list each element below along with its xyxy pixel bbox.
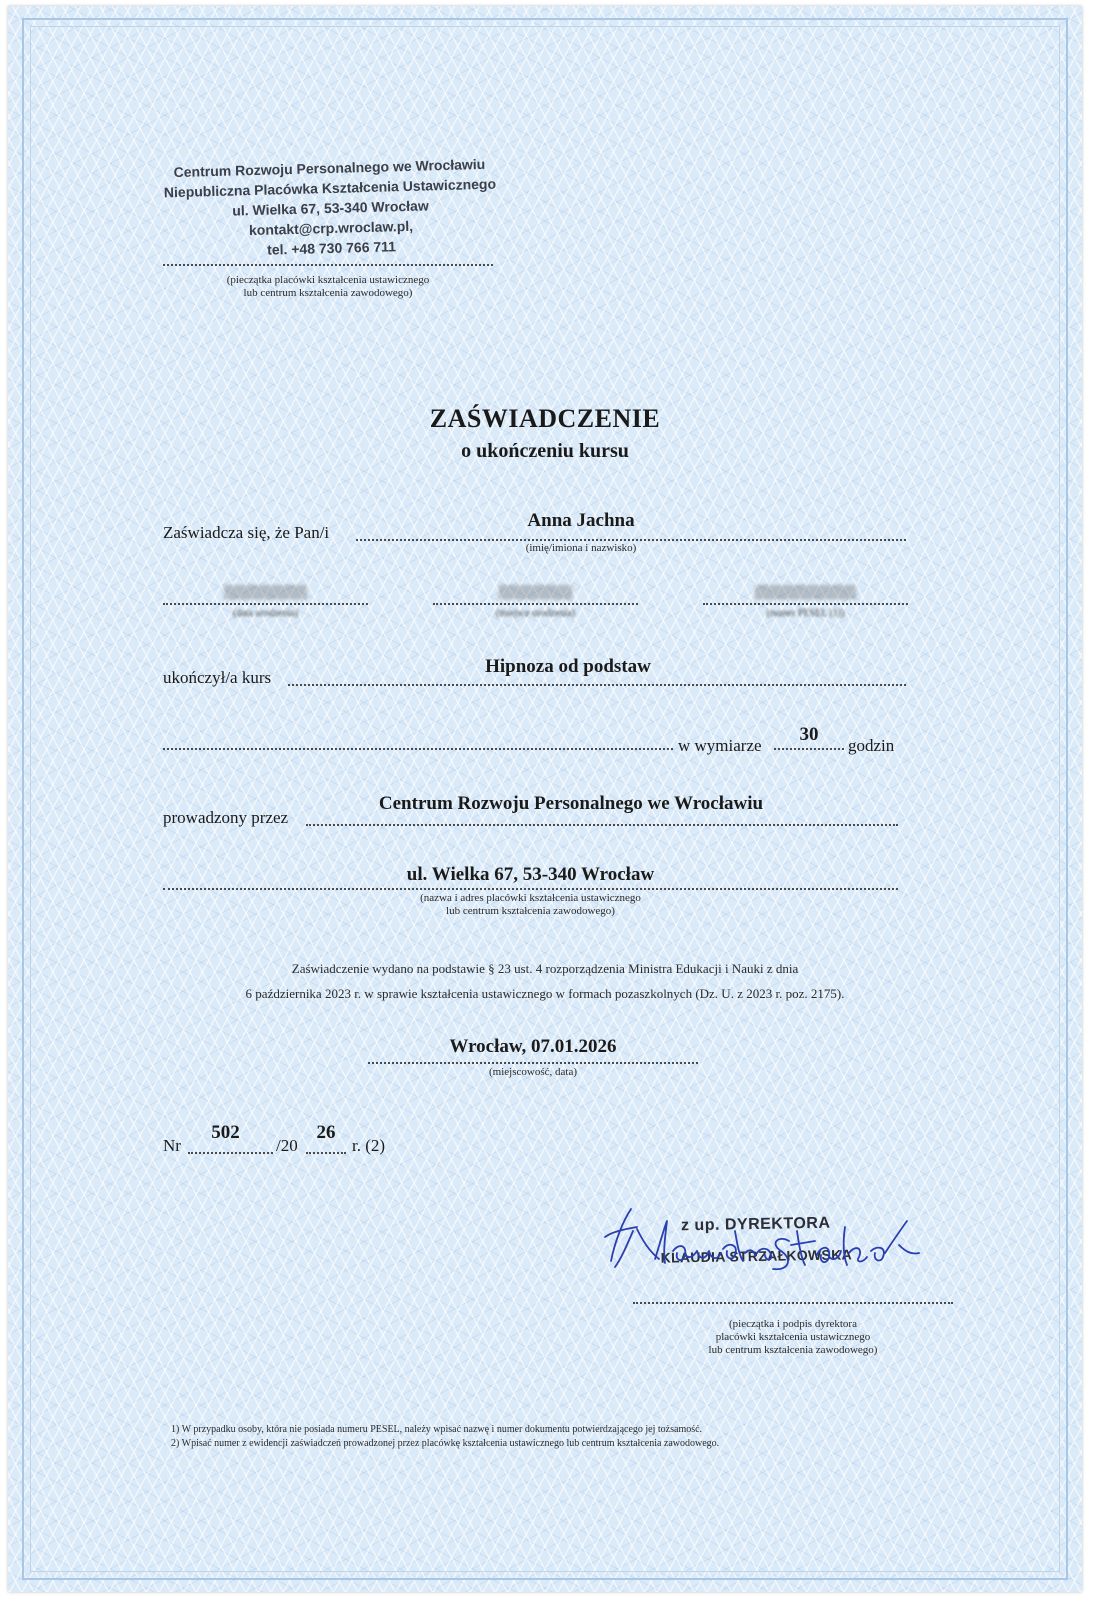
provider-name: Centrum Rozwoju Personalnego we Wrocławiu [378, 793, 764, 814]
provider-caption [163, 892, 898, 918]
birth-date-redacted: ▒▒▒▒▒▒▒▒▒ [224, 584, 307, 599]
recipient-label: Zaświadcza się, że Pan/i [163, 523, 330, 542]
hours-value: 30 [799, 724, 819, 745]
place-date-caption: (miejscowość, data) [489, 1066, 577, 1078]
course-label: ukończył/a kurs [163, 668, 272, 687]
director-caption [633, 1318, 953, 1357]
birth-date-caption: (data urodzenia) [232, 608, 299, 619]
director-stamp-line-2: KLAUDIA STRZAŁKOWSKA [660, 1246, 853, 1266]
birth-date-dotted-line [163, 603, 368, 605]
recipient-name: Anna Jachna [527, 510, 635, 531]
number-year: 26 [316, 1122, 336, 1143]
hours-dotted-line [774, 748, 844, 750]
stamp-caption-line-1: (pieczątka placówki kształcenia ustawicznego [226, 274, 430, 286]
number-prefix: Nr [163, 1136, 181, 1155]
legal-basis-line-1: Zaświadczenie wydano na podstawie § 23 ust. 4 rozporządzenia Ministra Edukacji i Nauki z dnia [291, 961, 799, 976]
course-continuation-dotted-line [163, 748, 673, 750]
birth-place-caption: (miejsce urodzenia) [495, 608, 576, 619]
pesel-dotted-line [703, 603, 908, 605]
birth-place-redacted: ▒▒▒▒▒▒▒▒ [498, 584, 573, 599]
number-value: 502 [211, 1122, 240, 1143]
document-subtitle: o ukończeniu kursu [461, 440, 629, 462]
institution-stamp [157, 154, 504, 263]
hours-suffix: godzin [848, 736, 895, 755]
number-year-dotted-line [306, 1152, 346, 1154]
director-signature [593, 1201, 923, 1291]
document-title: ZAŚWIADCZENIE [429, 404, 661, 433]
provider-address-dotted-line [163, 888, 898, 890]
recipient-caption: (imię/imiona i nazwisko) [525, 542, 637, 554]
provider-caption-line-2: lub centrum kształcenia zawodowego) [446, 905, 615, 917]
course-dotted-line [288, 684, 906, 686]
birth-place-dotted-line [433, 603, 638, 605]
director-caption-line-3: lub centrum kształcenia zawodowego) [708, 1344, 878, 1356]
recipient-dotted-line [356, 539, 906, 541]
legal-basis-line-2: 6 października 2023 r. w sprawie kształcenia ustawicznego w formach pozaszkolnych (Dz. U. z 2023 r. poz. 2175). [245, 986, 845, 1001]
certificate-sheet [8, 6, 1082, 1592]
place-date-value: Wrocław, 07.01.2026 [449, 1036, 617, 1057]
provider-caption-line-1: (nazwa i adres placówki kształcenia ustawicznego [420, 892, 641, 904]
director-dotted-line [633, 1302, 953, 1304]
footnote-1: 1) W przypadku osoby, która nie posiada numeru PESEL, należy wpisać nazwę i numer dokumentu potwierdzającego jej tożsamość. [171, 1424, 703, 1435]
number-year-prefix: /20 [276, 1136, 298, 1155]
stamp-line-1: Centrum Rozwoju Personalnego we Wrocławiu [173, 155, 486, 181]
provider-label: prowadzony przez [163, 808, 289, 827]
stamp-line-3: ul. Wielka 67, 53-340 Wrocław [232, 197, 429, 219]
stamp-line-5: tel. +48 730 766 711 [266, 238, 397, 258]
director-caption-line-1: (pieczątka i podpis dyrektora [729, 1318, 857, 1330]
stamp-dotted-line [163, 264, 493, 266]
director-stamp-line-1: z up. DYREKTORA [680, 1214, 831, 1235]
course-name: Hipnoza od podstaw [485, 656, 651, 677]
stamp-caption [163, 274, 493, 300]
place-date-dotted-line [368, 1062, 698, 1064]
provider-address: ul. Wielka 67, 53-340 Wrocław [406, 864, 655, 885]
hours-prefix: w wymiarze [678, 736, 762, 755]
provider-dotted-line [306, 824, 898, 826]
stamp-line-4: kontakt@crp.wroclaw.pl, [248, 217, 414, 239]
footnote-2: 2) Wpisać numer z ewidencji zaświadczeń prowadzonej przez placówkę kształcenia ustawicznego lub centrum kształcenia zawodowego. [171, 1438, 720, 1449]
number-suffix: r. (2) [352, 1136, 386, 1155]
director-caption-line-2: placówki kształcenia ustawicznego [715, 1331, 871, 1343]
stamp-line-2: Niepubliczna Placówka Kształcenia Ustawicznego [163, 175, 497, 201]
number-dotted-line [188, 1152, 273, 1154]
pesel-redacted: ▒▒▒▒▒▒▒▒▒▒▒ [754, 584, 857, 599]
stamp-caption-line-2: lub centrum kształcenia zawodowego) [243, 287, 413, 299]
pesel-caption: (numer PESEL (1)) [766, 608, 845, 619]
